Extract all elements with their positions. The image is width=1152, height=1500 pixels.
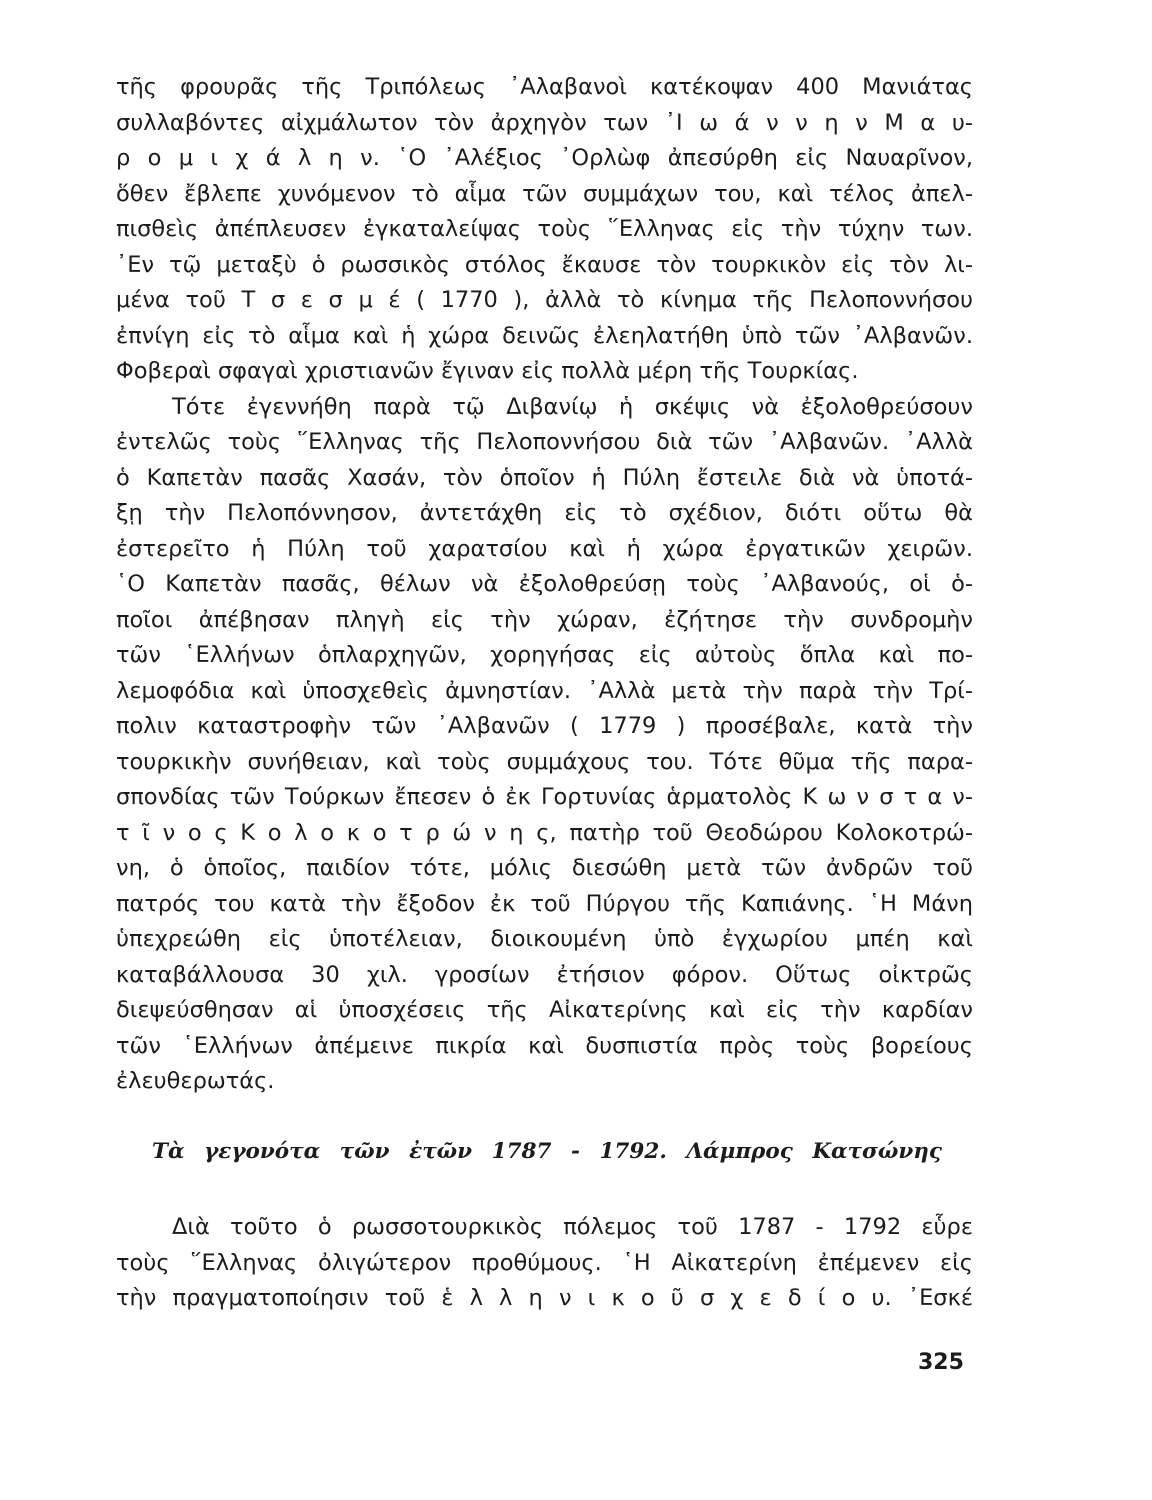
text-line: πολιν καταστροφὴν τῶν ᾿Αλβανῶν ( 1779 ) προσέβαλε, κατὰ τὴν [116, 713, 973, 739]
text-line: πατρός του κατὰ τὴν ἔξοδον ἐκ τοῦ Πύργου τῆς Καπιάνης. ῾Η Μάνη [116, 890, 973, 917]
body-text-bottom [116, 1210, 973, 1317]
section-heading: Τὰ γεγονότα τῶν ἐτῶν 1787 - 1792. Λάμπρος Κατσώνης [152, 1139, 942, 1164]
text-line: ἐπνίγη εἰς τὸ αἷμα καὶ ἡ χώρα δεινῶς ἐλεηλατήθη ὑπὸ τῶν ᾿Αλβανῶν. [116, 322, 973, 349]
text-line: νη, ὁ ὁποῖος, παιδίον τότε, μόλις διεσώθη μετὰ τῶν ἀνδρῶν τοῦ [116, 855, 973, 881]
text-line: Διὰ τοῦτο ὁ ρωσσοτουρκικὸς πόλεμος τοῦ 1787 - 1792 εὗρε [172, 1214, 973, 1240]
text-line: τῶν ῾Ελλήνων ἀπέμεινε πικρία καὶ δυσπιστία πρὸς τοὺς βορείους [116, 1032, 973, 1059]
text-line: τὴν πραγματοποίησιν τοῦ ἑ λ λ η ν ι κ ο ῦ σ χ ε δ ί ο υ. ᾿Εσκέ [116, 1285, 973, 1311]
text-line: ὁ Καπετὰν πασᾶς Χασάν, τὸν ὁποῖον ἡ Πύλη ἔστειλε διὰ νὰ ὑποτά- [116, 464, 973, 491]
text-line: Φοβεραὶ σφαγαὶ χριστιανῶν ἔγιναν εἰς πολλὰ μέρη τῆς Τουρκίας. [116, 358, 859, 384]
text-line: ὅθεν ἔβλεπε χυνόμενον τὸ αἷμα τῶν συμμάχων του, καὶ τέλος ἀπελ- [116, 180, 973, 207]
text-line: ἐλευθερωτάς. [116, 1068, 275, 1094]
text-line: καταβάλλουσα 30 χιλ. γροσίων ἐτήσιον φόρον. Οὕτως οἰκτρῶς [116, 961, 973, 988]
text-line: Τότε ἐγεννήθη παρὰ τῷ Διβανίῳ ἡ σκέψις νὰ ἐξολοθρεύσουν [172, 393, 973, 420]
text-line: λεμοφόδια καὶ ὑποσχεθεὶς ἀμνηστίαν. ᾿Αλλὰ μετὰ τὴν παρὰ τὴν Τρί- [116, 677, 973, 704]
text-line: τ ῖ ν ο ς Κ ο λ ο κ ο τ ρ ώ ν η ς, πατὴρ τοῦ Θεοδώρου Κολοκοτρώ- [116, 819, 973, 846]
text-line: πισθεὶς ἀπέπλευσεν ἐγκαταλείψας τοὺς ῞Ελληνας εἰς τὴν τύχην των. [116, 216, 973, 242]
text-line: ξῃ τὴν Πελοπόννησον, ἀντετάχθη εἰς τὸ σχέδιον, διότι οὕτω θὰ [116, 500, 973, 526]
text-line: τῆς φρουρᾶς τῆς Τριπόλεως ᾿Αλαβανοὶ κατέκοψαν 400 Μανιάτας [116, 74, 973, 100]
text-line: διεψεύσθησαν αἱ ὑποσχέσεις τῆς Αἰκατερίνης καὶ εἰς τὴν καρδίαν [116, 997, 973, 1023]
body-text-top [116, 70, 973, 1100]
text-line: ῾Ο Καπετὰν πασᾶς, θέλων νὰ ἐξολοθρεύσῃ τοὺς ᾿Αλβανούς, οἱ ὁ- [116, 571, 973, 597]
text-line: ποῖοι ἀπέβησαν πληγὴ εἰς τὴν χώραν, ἐζήτησε τὴν συνδρομὴν [116, 606, 973, 633]
page-number: 325 [918, 1350, 964, 1375]
text-line: ἐντελῶς τοὺς ῞Ελληνας τῆς Πελοποννήσου διὰ τῶν ᾿Αλβανῶν. ᾿Αλλὰ [116, 429, 973, 455]
text-line: μένα τοῦ Τ σ ε σ μ έ ( 1770 ), ἀλλὰ τὸ κίνημα τῆς Πελοποννήσου [116, 287, 973, 313]
text-line: τῶν ῾Ελλήνων ὁπλαρχηγῶν, χορηγήσας εἰς αὐτοὺς ὅπλα καὶ πο- [116, 642, 973, 668]
text-line: συλλαβόντες αἰχμάλωτον τὸν ἀρχηγὸν των ᾿Ι ω ά ν ν η ν Μ α υ- [116, 109, 973, 136]
text-line: ᾿Εν τῷ μεταξὺ ὁ ρωσσικὸς στόλος ἔκαυσε τὸν τουρκικὸν εἰς τὸν λι- [116, 251, 973, 278]
text-line: ὑπεχρεώθη εἰς ὑποτέλειαν, διοικουμένη ὑπὸ ἐγχωρίου μπέη καὶ [116, 926, 973, 952]
text-line: σπονδίας τῶν Τούρκων ἔπεσεν ὁ ἐκ Γορτυνίας ἁρματολὸς Κ ω ν σ τ α ν- [116, 784, 973, 810]
text-line: τοὺς ῞Ελληνας ὀλιγώτερον προθύμους. ῾Η Αἰκατερίνη ἐπέμενεν εἰς [116, 1249, 973, 1276]
text-line: ρ ο μ ι χ ά λ η ν. ῾Ο ᾿Αλέξιος ᾿Ορλὼφ ἀπεσύρθη εἰς Ναυαρῖνον, [116, 145, 973, 171]
text-line: τουρκικὴν συνήθειαν, καὶ τοὺς συμμάχους του. Τότε θῦμα τῆς παρα- [116, 748, 973, 775]
text-line: ἐστερεῖτο ἡ Πύλη τοῦ χαρατσίου καὶ ἡ χώρα ἐργατικῶν χειρῶν. [116, 535, 973, 562]
